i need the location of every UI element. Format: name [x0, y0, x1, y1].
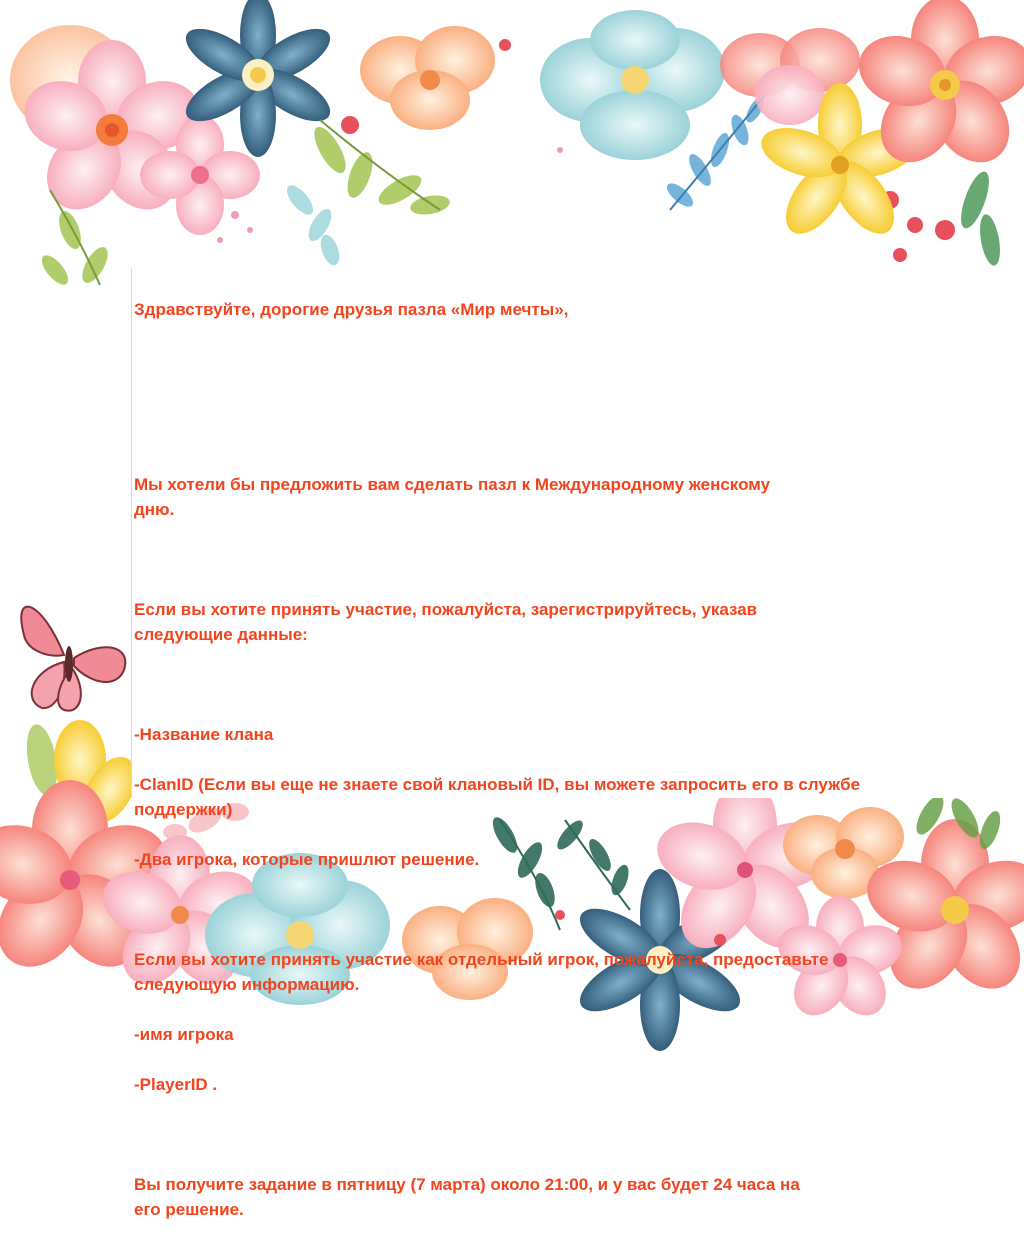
clan-item-players: -Два игрока, которые пришлют решение. — [134, 850, 480, 869]
spacer — [134, 897, 1014, 922]
closing-paragraph: Вы получите задание в пятницу (7 марта) около 21:00, и у вас будет 24 часа на его решение. — [134, 1175, 800, 1219]
player-item-name: -имя игрока — [134, 1025, 234, 1044]
player-item-id: -PlayerID . — [134, 1075, 218, 1094]
clan-item-id: -ClanID (Если вы еще не знаете свой клановый ID, вы можете запросить его в службе поддержки) — [134, 775, 861, 819]
butterfly-icon — [21, 607, 125, 711]
spacer — [134, 547, 1014, 572]
top-flower-border — [10, 0, 1024, 289]
spacer — [134, 672, 1014, 697]
greeting-line: Здравствуйте, дорогие друзья пазла «Мир мечты», — [134, 300, 569, 319]
clan-request-paragraph: Если вы хотите принять участие, пожалуйста, зарегистрируйтесь, указав следующие данные: — [134, 600, 758, 644]
spacer — [134, 1122, 1014, 1147]
spacer — [134, 422, 1014, 447]
clan-item-name: -Название клана — [134, 725, 274, 744]
panel-divider — [131, 268, 132, 798]
spacer — [134, 347, 1014, 397]
intro-paragraph: Мы хотели бы предложить вам сделать пазл к Международному женскому дню. — [134, 475, 771, 519]
teal-flower-icon — [540, 10, 725, 160]
player-request-paragraph: Если вы хотите принять участие как отдельный игрок, пожалуйста, предоставьте следующую информацию. — [134, 950, 829, 994]
invitation-letter — [134, 272, 1014, 1247]
